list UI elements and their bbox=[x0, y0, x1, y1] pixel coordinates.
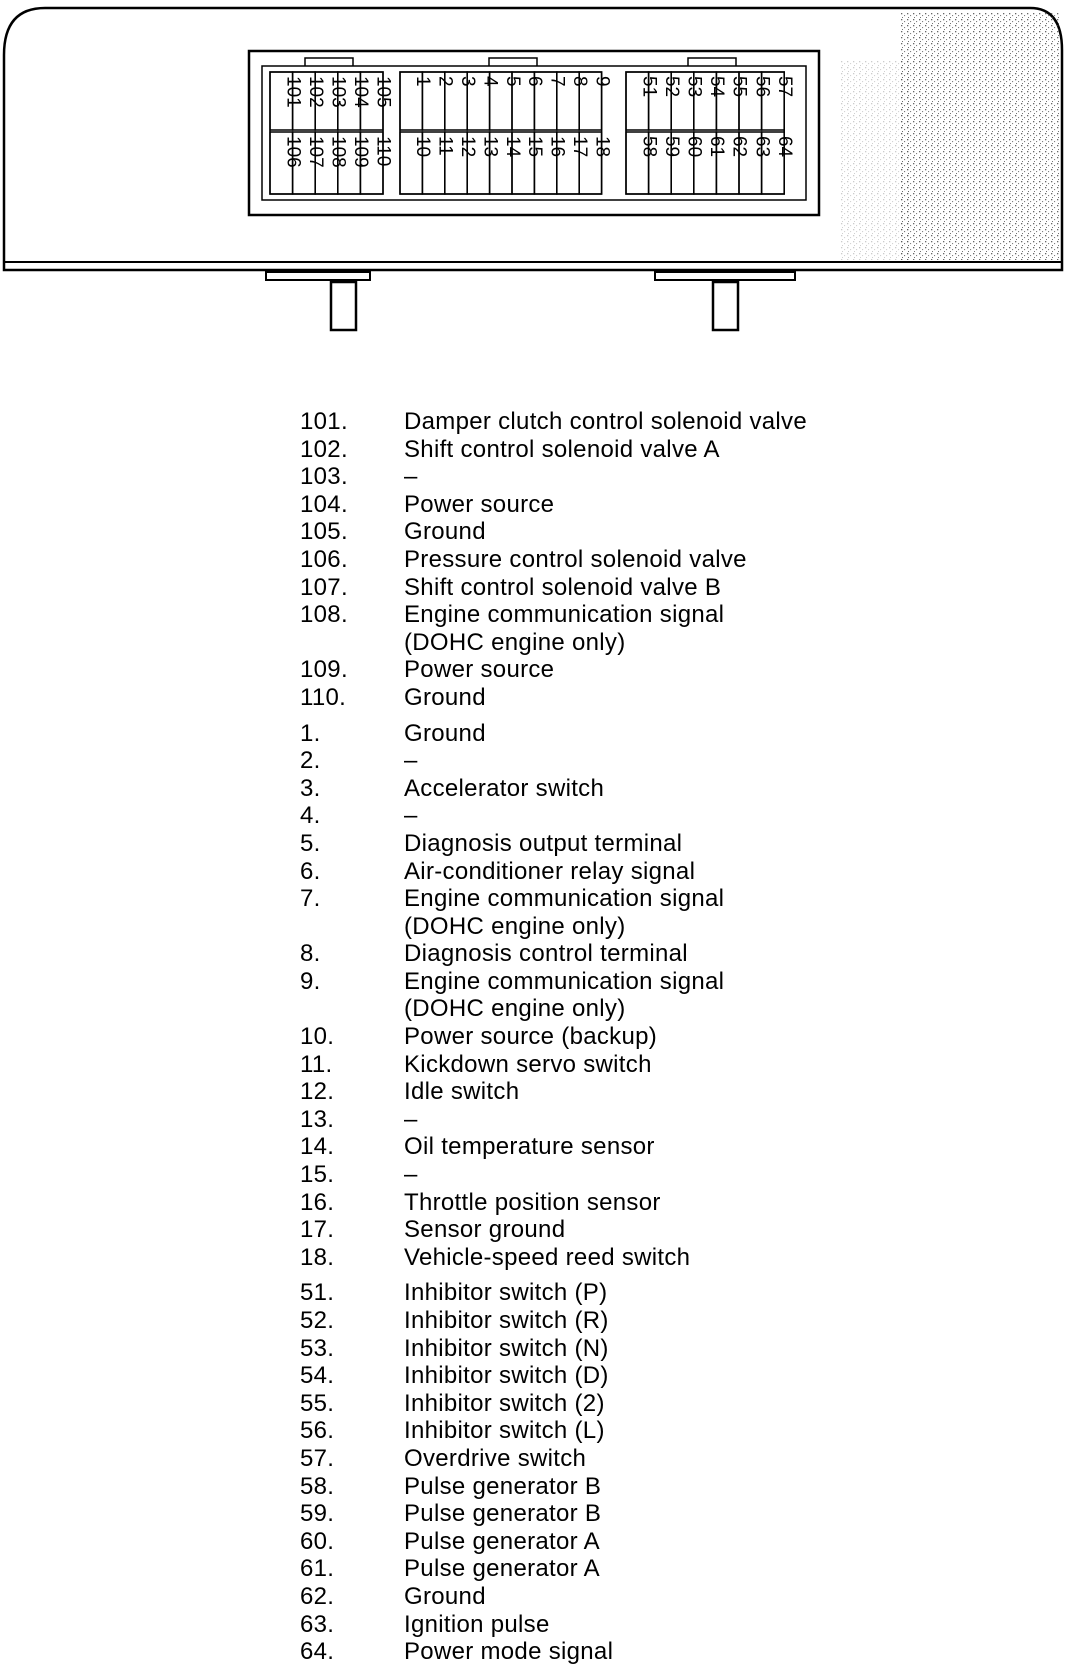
pin-number: 8 bbox=[569, 76, 590, 87]
terminal-description bbox=[404, 436, 1020, 464]
legend-row bbox=[300, 1216, 1020, 1244]
legend-group bbox=[300, 720, 1020, 1272]
pin-number: 11 bbox=[434, 136, 456, 156]
terminal-description bbox=[404, 1611, 1020, 1639]
terminal-description-text: – bbox=[404, 747, 418, 775]
locking-tab-middle bbox=[489, 58, 537, 66]
legend-row bbox=[300, 463, 1020, 491]
legend-row bbox=[300, 1106, 1020, 1134]
legend-row bbox=[300, 1335, 1020, 1363]
terminal-number: 104. bbox=[300, 490, 348, 518]
terminal-description bbox=[404, 1023, 1020, 1051]
legend-row bbox=[300, 408, 1020, 436]
locking-tab-right bbox=[688, 58, 736, 66]
pin-number: 17 bbox=[569, 136, 590, 158]
terminal-description bbox=[404, 1555, 1020, 1583]
terminal-description-text: Engine communication signal bbox=[404, 967, 725, 995]
terminal-number: 4. bbox=[300, 802, 321, 830]
legend-row bbox=[300, 775, 1020, 803]
terminal-description-note: (DOHC engine only) bbox=[404, 912, 626, 940]
terminal-description bbox=[404, 830, 1020, 858]
terminal-description-note: (DOHC engine only) bbox=[404, 628, 626, 656]
pin-number: 14 bbox=[501, 136, 523, 158]
pin-number: 53 bbox=[683, 76, 705, 98]
terminal-description bbox=[404, 1216, 1020, 1244]
terminal-description-text: Accelerator switch bbox=[404, 774, 605, 802]
legend-row bbox=[300, 720, 1020, 748]
terminal-description bbox=[404, 1161, 1020, 1189]
pin-number: 104 bbox=[350, 76, 372, 108]
housing-shading bbox=[900, 12, 1060, 260]
terminal-description bbox=[404, 656, 1020, 684]
terminal-description-text: Ground bbox=[404, 683, 486, 711]
legend-row bbox=[300, 968, 1020, 1023]
terminal-description bbox=[404, 1362, 1020, 1390]
terminal-description-text: Inhibitor switch (D) bbox=[404, 1362, 609, 1390]
terminal-number: 56. bbox=[300, 1417, 335, 1445]
terminal-number: 3. bbox=[300, 774, 321, 802]
terminal-description-text: Inhibitor switch (R) bbox=[404, 1307, 609, 1334]
terminal-description-note: (DOHC engine only) bbox=[404, 995, 626, 1023]
terminal-number: 1. bbox=[300, 719, 321, 747]
terminal-description bbox=[404, 1189, 1020, 1217]
terminal-description-text: Pulse generator A bbox=[404, 1555, 600, 1583]
terminal-description-text: Shift control solenoid valve A bbox=[404, 435, 720, 463]
terminal-description-text: Air-conditioner relay signal bbox=[404, 857, 696, 885]
legend-row bbox=[300, 1051, 1020, 1079]
terminal-description-text: – bbox=[404, 1105, 418, 1133]
terminal-description-text: Diagnosis control terminal bbox=[404, 940, 688, 968]
connector-block-outline bbox=[400, 72, 602, 194]
terminal-description-text: Power mode signal bbox=[404, 1638, 614, 1666]
terminal-description bbox=[404, 1051, 1020, 1079]
pin-number: 15 bbox=[524, 136, 546, 158]
legend-row bbox=[300, 1528, 1020, 1556]
legend-row bbox=[300, 1445, 1020, 1473]
terminal-number: 61. bbox=[300, 1555, 335, 1583]
legend-row bbox=[300, 1583, 1020, 1611]
terminal-number: 108. bbox=[300, 601, 348, 629]
terminal-number: 51. bbox=[300, 1279, 335, 1307]
terminal-number: 64. bbox=[300, 1638, 335, 1666]
terminal-description-text: Sensor ground bbox=[404, 1216, 566, 1244]
pin-number: 9 bbox=[591, 76, 613, 87]
terminal-number: 57. bbox=[300, 1444, 335, 1472]
housing-shading-sparse bbox=[840, 60, 910, 260]
terminal-description-text: – bbox=[404, 1161, 418, 1189]
terminal-description bbox=[404, 858, 1020, 886]
terminal-description bbox=[404, 1279, 1020, 1307]
terminal-description-text: Shift control solenoid valve B bbox=[404, 573, 722, 601]
legend-row bbox=[300, 1638, 1020, 1666]
terminal-description bbox=[404, 574, 1020, 602]
legend-row bbox=[300, 1390, 1020, 1418]
terminal-number: 107. bbox=[300, 573, 348, 601]
terminal-number: 55. bbox=[300, 1389, 335, 1417]
pin-number: 64 bbox=[773, 136, 795, 158]
terminal-number: 101. bbox=[300, 408, 348, 435]
connector-block-left bbox=[270, 72, 394, 194]
pin-number: 54 bbox=[706, 76, 728, 98]
terminal-number: 110. bbox=[300, 683, 347, 711]
legend-row bbox=[300, 1555, 1020, 1583]
legend-row bbox=[300, 940, 1020, 968]
pin-number: 110 bbox=[372, 136, 394, 167]
pin-number: 62 bbox=[728, 136, 750, 158]
pin-number: 7 bbox=[546, 76, 568, 87]
terminal-description-text: Pulse generator B bbox=[404, 1500, 602, 1528]
terminal-description bbox=[404, 684, 1020, 712]
pin-number: 55 bbox=[728, 76, 750, 98]
terminal-description-text: Damper clutch control solenoid valve bbox=[404, 408, 807, 435]
terminal-description-text: Ignition pulse bbox=[404, 1610, 550, 1638]
pin-number: 107 bbox=[304, 136, 326, 168]
terminal-description-text: Pulse generator B bbox=[404, 1472, 602, 1500]
terminal-number: 11. bbox=[300, 1050, 333, 1078]
pin-number: 2 bbox=[434, 76, 456, 87]
terminal-description-text: Throttle position sensor bbox=[404, 1188, 661, 1216]
terminal-description bbox=[404, 1335, 1020, 1363]
terminal-description bbox=[404, 1307, 1020, 1335]
terminal-description-text: Ground bbox=[404, 719, 486, 747]
legend-row bbox=[300, 1500, 1020, 1528]
pin-number: 63 bbox=[751, 136, 773, 158]
control-unit-connector-diagram bbox=[0, 0, 1072, 340]
terminal-number: 10. bbox=[300, 1023, 335, 1051]
terminal-description-text: Idle switch bbox=[404, 1078, 520, 1106]
pin-number: 59 bbox=[660, 136, 682, 158]
terminal-description-text: Inhibitor switch (N) bbox=[404, 1334, 609, 1362]
terminal-description-text: Engine communication signal bbox=[404, 601, 725, 629]
pin-number: 4 bbox=[479, 76, 501, 87]
terminal-number: 5. bbox=[300, 829, 321, 857]
pin-number: 12 bbox=[457, 136, 478, 158]
terminal-number: 12. bbox=[300, 1078, 335, 1106]
terminal-description bbox=[404, 1390, 1020, 1418]
terminal-description bbox=[404, 885, 1020, 940]
terminal-description bbox=[404, 1473, 1020, 1501]
terminal-number: 63. bbox=[300, 1610, 335, 1638]
legend-row bbox=[300, 747, 1020, 775]
mounting-stud-left bbox=[266, 272, 370, 330]
pin-number: 1 bbox=[412, 76, 434, 87]
terminal-description bbox=[404, 518, 1020, 546]
pin-number: 6 bbox=[524, 76, 546, 87]
terminal-description-text: Inhibitor switch (P) bbox=[404, 1279, 608, 1307]
pin-number: 16 bbox=[546, 136, 568, 158]
terminal-description-text: Diagnosis output terminal bbox=[404, 829, 683, 857]
terminal-number: 9. bbox=[300, 967, 321, 995]
terminal-description bbox=[404, 546, 1020, 574]
terminal-description bbox=[404, 491, 1020, 519]
terminal-description bbox=[404, 1106, 1020, 1134]
terminal-number: 18. bbox=[300, 1243, 335, 1271]
terminal-number: 58. bbox=[300, 1472, 335, 1500]
terminal-description-text: Inhibitor switch (2) bbox=[404, 1389, 605, 1417]
mounting-stud-right bbox=[655, 272, 795, 330]
pin-number: 18 bbox=[591, 136, 613, 158]
terminal-description bbox=[404, 720, 1020, 748]
legend-row bbox=[300, 491, 1020, 519]
legend-row bbox=[300, 1417, 1020, 1445]
terminal-number: 13. bbox=[300, 1105, 335, 1133]
legend-row bbox=[300, 574, 1020, 602]
pin-number: 10 bbox=[412, 136, 434, 158]
terminal-description bbox=[404, 968, 1020, 1023]
legend-row bbox=[300, 656, 1020, 684]
terminal-description-text: Pulse generator A bbox=[404, 1527, 600, 1555]
terminal-description bbox=[404, 463, 1020, 491]
connector-block-right bbox=[626, 72, 795, 194]
terminal-number: 15. bbox=[300, 1161, 335, 1189]
terminal-description-text: Overdrive switch bbox=[404, 1444, 587, 1472]
terminal-description-text: – bbox=[404, 463, 418, 491]
terminal-number: 103. bbox=[300, 463, 348, 491]
terminal-number: 8. bbox=[300, 940, 321, 968]
terminal-number: 102. bbox=[300, 435, 348, 463]
pin-number: 52 bbox=[660, 76, 682, 98]
legend-row bbox=[300, 1078, 1020, 1106]
terminal-description-text: Vehicle-speed reed switch bbox=[404, 1243, 691, 1271]
terminal-description-text: Kickdown servo switch bbox=[404, 1050, 652, 1078]
terminal-number: 62. bbox=[300, 1582, 335, 1610]
terminal-description-text: Inhibitor switch (L) bbox=[404, 1417, 605, 1445]
legend-group bbox=[300, 408, 1020, 712]
pin-number: 51 bbox=[638, 76, 660, 98]
locking-tab-left bbox=[305, 58, 353, 66]
pin-number: 5 bbox=[501, 76, 523, 87]
legend-row bbox=[300, 1362, 1020, 1390]
terminal-description-text: Pressure control solenoid valve bbox=[404, 545, 747, 573]
legend-row bbox=[300, 601, 1020, 656]
terminal-description bbox=[404, 940, 1020, 968]
pin-number: 102 bbox=[304, 76, 326, 108]
terminal-number: 60. bbox=[300, 1527, 335, 1555]
terminal-number: 52. bbox=[300, 1307, 335, 1334]
terminal-description-text: – bbox=[404, 802, 418, 830]
terminal-description bbox=[404, 1244, 1020, 1272]
legend-row bbox=[300, 1279, 1020, 1307]
legend-row bbox=[300, 885, 1020, 940]
legend-row bbox=[300, 1611, 1020, 1639]
terminal-number: 7. bbox=[300, 885, 321, 913]
terminal-number: 54. bbox=[300, 1362, 335, 1390]
pin-number: 3 bbox=[457, 76, 478, 87]
terminal-number: 109. bbox=[300, 656, 348, 684]
pin-number: 57 bbox=[773, 76, 795, 98]
pin-number: 105 bbox=[372, 76, 394, 108]
terminal-description-text: Oil temperature sensor bbox=[404, 1133, 655, 1161]
terminal-description bbox=[404, 1500, 1020, 1528]
pin-number: 61 bbox=[706, 136, 728, 158]
terminal-description-text: Engine communication signal bbox=[404, 885, 725, 913]
legend-row bbox=[300, 1023, 1020, 1051]
terminal-number: 6. bbox=[300, 857, 321, 885]
legend-row bbox=[300, 830, 1020, 858]
terminal-description bbox=[404, 775, 1020, 803]
terminal-legend bbox=[300, 408, 1020, 1674]
terminal-number: 2. bbox=[300, 747, 321, 775]
pin-number: 58 bbox=[638, 136, 660, 158]
terminal-number: 53. bbox=[300, 1334, 335, 1362]
terminal-description bbox=[404, 1417, 1020, 1445]
terminal-description-text: Power source bbox=[404, 490, 555, 518]
legend-row bbox=[300, 546, 1020, 574]
terminal-description bbox=[404, 1445, 1020, 1473]
terminal-description bbox=[404, 408, 1020, 436]
legend-row bbox=[300, 684, 1020, 712]
legend-row bbox=[300, 1244, 1020, 1272]
terminal-description bbox=[404, 1528, 1020, 1556]
terminal-description bbox=[404, 802, 1020, 830]
terminal-number: 16. bbox=[300, 1188, 335, 1216]
terminal-number: 106. bbox=[300, 545, 348, 573]
legend-row bbox=[300, 1189, 1020, 1217]
terminal-description bbox=[404, 1133, 1020, 1161]
pin-number: 101 bbox=[282, 76, 304, 108]
terminal-description bbox=[404, 747, 1020, 775]
legend-row bbox=[300, 802, 1020, 830]
pin-number: 108 bbox=[327, 136, 349, 168]
terminal-description-text: Power source (backup) bbox=[404, 1023, 658, 1051]
pin-number: 13 bbox=[479, 136, 501, 158]
pin-number: 60 bbox=[683, 136, 705, 158]
pin-number: 109 bbox=[350, 136, 372, 168]
terminal-description bbox=[404, 1078, 1020, 1106]
connector-block-middle bbox=[400, 72, 612, 194]
pin-number: 103 bbox=[327, 76, 349, 108]
legend-row bbox=[300, 518, 1020, 546]
terminal-number: 14. bbox=[300, 1133, 335, 1161]
legend-row bbox=[300, 436, 1020, 464]
terminal-number: 17. bbox=[300, 1216, 335, 1244]
terminal-description bbox=[404, 601, 1020, 656]
pin-number: 106 bbox=[282, 136, 304, 168]
terminal-description bbox=[404, 1638, 1020, 1666]
legend-group bbox=[300, 1279, 1020, 1665]
legend-row bbox=[300, 1473, 1020, 1501]
terminal-number: 105. bbox=[300, 518, 348, 546]
legend-row bbox=[300, 1133, 1020, 1161]
terminal-description-text: Ground bbox=[404, 1582, 486, 1610]
legend-row bbox=[300, 858, 1020, 886]
legend-row bbox=[300, 1307, 1020, 1335]
terminal-description-text: Ground bbox=[404, 518, 486, 546]
legend-row bbox=[300, 1161, 1020, 1189]
terminal-description-text: Power source bbox=[404, 656, 555, 684]
terminal-number: 59. bbox=[300, 1500, 335, 1528]
terminal-description bbox=[404, 1583, 1020, 1611]
pin-number: 56 bbox=[751, 76, 773, 98]
